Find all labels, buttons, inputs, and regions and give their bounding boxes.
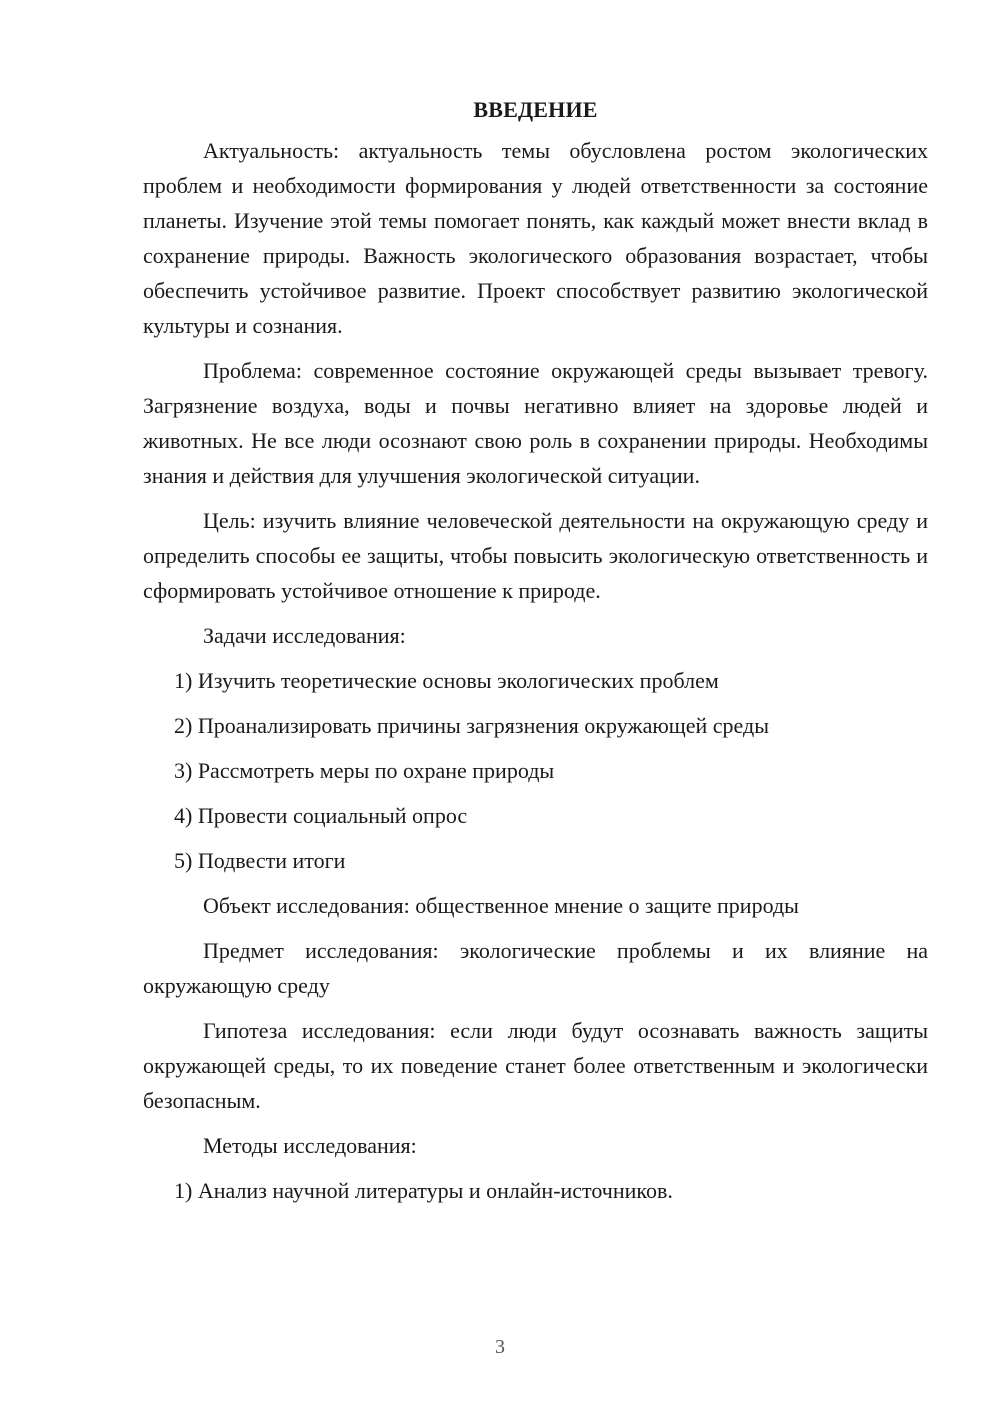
page-content — [143, 92, 928, 1218]
list-item: 5) Подвести итоги — [174, 848, 346, 873]
object-paragraph: Объект исследования: общественное мнение о защите природы — [203, 893, 799, 918]
tasks-list — [143, 663, 928, 878]
page-number: 3 — [495, 1336, 505, 1358]
problem-paragraph: Проблема: современное состояние окружающей среды вызывает тревогу. Загрязнение воздуха, воды и почвы негативно влияет на здоровье людей и животных. Не все люди осознают свою роль в сохранении природы. Необходимы знания и действия для улучшения экологической ситуации. — [143, 358, 928, 488]
page-title: ВВЕДЕНИЕ — [473, 97, 598, 122]
subject-paragraph: Предмет исследования: экологические проблемы и их влияние на окружающую среду — [143, 938, 928, 998]
relevance-paragraph: Актуальность: актуальность темы обусловлена ростом экологических проблем и необходимости формирования у людей ответственности за состояние планеты. Изучение этой темы помогает понять, как каждый может внести вклад в сохранение природы. Важность экологического образования возрастает, чтобы обеспечить устойчивое развитие. Проект способствует развитию экологической культуры и сознания. — [143, 138, 928, 338]
list-item: 1) Анализ научной литературы и онлайн-источников. — [174, 1178, 673, 1203]
methods-heading: Методы исследования: — [203, 1133, 417, 1158]
list-item: 2) Проанализировать причины загрязнения окружающей среды — [174, 713, 769, 738]
tasks-heading: Задачи исследования: — [203, 623, 406, 648]
list-item: 4) Провести социальный опрос — [174, 803, 468, 828]
methods-list — [143, 1173, 928, 1208]
goal-paragraph: Цель: изучить влияние человеческой деятельности на окружающую среду и определить способы ее защиты, чтобы повысить экологическую ответственность и сформировать устойчивое отношение к природе. — [143, 508, 928, 603]
hypothesis-paragraph: Гипотеза исследования: если люди будут осознавать важность защиты окружающей среды, то их поведение станет более ответственным и экологически безопасным. — [143, 1018, 928, 1113]
list-item: 3) Рассмотреть меры по охране природы — [174, 758, 555, 783]
list-item: 1) Изучить теоретические основы экологических проблем — [174, 668, 719, 693]
